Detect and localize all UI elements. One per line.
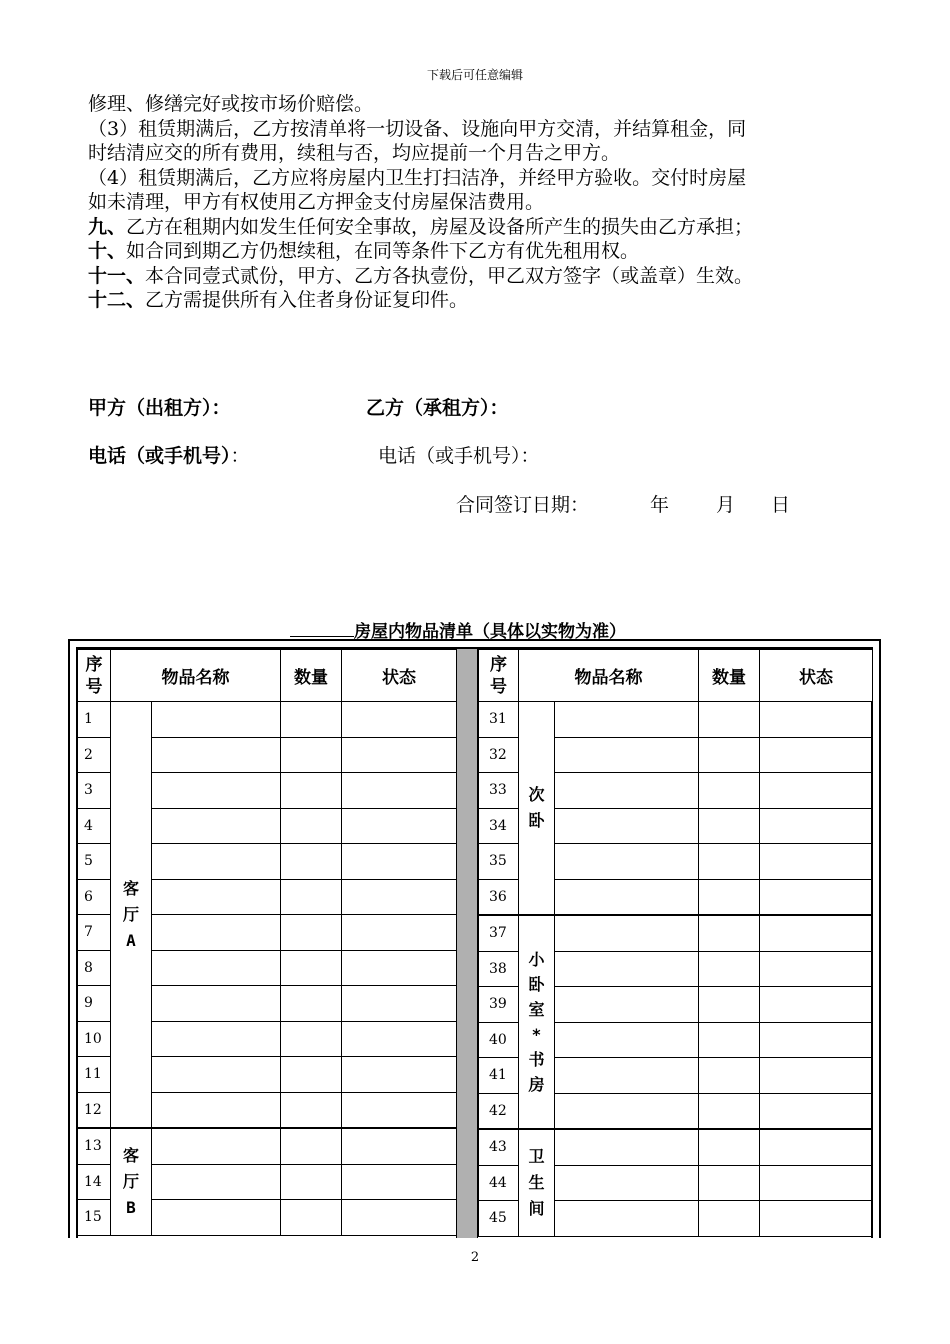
item-name-cell[interactable] — [152, 1164, 281, 1200]
status-cell[interactable] — [342, 737, 457, 773]
room-living-a: 客 厅 A — [111, 702, 152, 1129]
row-number: 3 — [78, 773, 111, 809]
item-name-cell[interactable] — [555, 1022, 699, 1058]
room-living-b: 客 厅 B — [111, 1128, 152, 1235]
table-row — [479, 702, 873, 738]
status-cell[interactable] — [342, 1164, 457, 1200]
row-number: 35 — [479, 844, 519, 880]
inventory-table-right — [478, 649, 873, 1237]
row-number: 43 — [479, 1129, 519, 1165]
clause-9 — [88, 215, 878, 240]
paragraph-line: 修理、修缮完好或按市场价赔偿。 — [88, 93, 374, 115]
status-cell[interactable] — [760, 1201, 873, 1237]
row-number: 2 — [78, 737, 111, 773]
item-name-cell[interactable] — [152, 1021, 281, 1057]
row-number: 7 — [78, 915, 111, 951]
row-number: 38 — [479, 951, 519, 987]
clause-11 — [88, 264, 878, 289]
item-name-cell[interactable] — [152, 844, 281, 880]
item-name-cell[interactable] — [555, 1058, 699, 1094]
quantity-cell[interactable] — [281, 986, 342, 1022]
row-number: 32 — [479, 737, 519, 773]
row-number: 40 — [479, 1022, 519, 1058]
quantity-cell[interactable] — [281, 950, 342, 986]
status-cell[interactable] — [760, 987, 873, 1023]
quantity-cell[interactable] — [699, 702, 760, 738]
party-a-phone — [88, 441, 250, 468]
header-quantity: 数量 — [699, 650, 760, 702]
row-number: 33 — [479, 773, 519, 809]
row-number: 15 — [78, 1200, 111, 1236]
header-status: 状态 — [342, 650, 457, 702]
date-day: 日 — [771, 494, 791, 516]
quantity-cell[interactable] — [281, 844, 342, 880]
quantity-cell[interactable] — [699, 1058, 760, 1094]
status-cell[interactable] — [342, 1128, 457, 1164]
status-cell[interactable] — [760, 702, 873, 738]
page-header: 下载后可任意编辑 — [426, 68, 523, 82]
item-name-cell[interactable] — [555, 987, 699, 1023]
inventory-table-left — [77, 649, 457, 1236]
status-cell[interactable] — [342, 1200, 457, 1236]
quantity-cell[interactable] — [281, 1092, 342, 1128]
status-cell[interactable] — [342, 773, 457, 809]
row-number: 42 — [479, 1093, 519, 1129]
status-cell[interactable] — [760, 951, 873, 987]
quantity-cell[interactable] — [281, 737, 342, 773]
clause-number: 九、 — [88, 215, 127, 238]
quantity-cell[interactable] — [699, 951, 760, 987]
table-row — [78, 702, 457, 738]
item-name-cell[interactable] — [555, 1093, 699, 1129]
header-status: 状态 — [760, 650, 873, 702]
clause-text: 乙方需提供所有入住者身份证复印件。 — [145, 289, 469, 311]
quantity-cell[interactable] — [699, 987, 760, 1023]
date-year: 年 — [650, 494, 670, 516]
table-header-row — [479, 650, 873, 702]
row-number: 10 — [78, 1021, 111, 1057]
status-cell[interactable] — [342, 915, 457, 951]
item-name-cell[interactable] — [555, 773, 699, 809]
quantity-cell[interactable] — [699, 879, 760, 915]
clause-12 — [88, 288, 878, 313]
header-quantity: 数量 — [281, 650, 342, 702]
clause-number: 十二、 — [88, 289, 146, 311]
paragraph-line: （3）租赁期满后，乙方按清单将一切设备、设施向甲方交清，并结算租金，同 — [88, 117, 747, 140]
status-cell[interactable] — [342, 1092, 457, 1128]
party-b-label: 乙方（承租方）： — [366, 397, 509, 419]
row-number: 9 — [78, 986, 111, 1022]
date-month: 月 — [716, 494, 736, 516]
status-cell[interactable] — [760, 1165, 873, 1201]
paragraph-line: 如未清理，甲方有权使用乙方押金支付房屋保洁费用。 — [88, 191, 545, 213]
item-name-cell[interactable] — [555, 951, 699, 987]
status-cell[interactable] — [760, 1022, 873, 1058]
row-number: 44 — [479, 1165, 519, 1201]
item-name-cell[interactable] — [555, 1201, 699, 1237]
row-number: 13 — [78, 1128, 111, 1164]
quantity-cell[interactable] — [699, 808, 760, 844]
clause-number: 十一、 — [88, 264, 146, 287]
header-item-name: 物品名称 — [519, 650, 699, 702]
item-name-cell[interactable] — [555, 702, 699, 738]
quantity-cell[interactable] — [699, 1093, 760, 1129]
row-number: 36 — [479, 879, 519, 915]
row-number: 31 — [479, 702, 519, 738]
quantity-cell[interactable] — [281, 879, 342, 915]
row-number: 5 — [78, 844, 111, 880]
status-cell[interactable] — [342, 986, 457, 1022]
status-cell[interactable] — [760, 1093, 873, 1129]
row-number: 8 — [78, 950, 111, 986]
item-name-cell[interactable] — [555, 915, 699, 951]
table-divider — [456, 649, 478, 1238]
status-cell[interactable] — [342, 808, 457, 844]
table-header-row — [78, 650, 457, 702]
quantity-cell[interactable] — [699, 1022, 760, 1058]
item-name-cell[interactable] — [555, 1129, 699, 1165]
item-name-cell[interactable] — [555, 808, 699, 844]
table-row — [479, 1129, 873, 1165]
item-name-cell[interactable] — [152, 915, 281, 951]
item-name-cell[interactable] — [152, 737, 281, 773]
party-a-phone-label: 电话（或手机号） — [88, 445, 231, 467]
status-cell[interactable] — [342, 879, 457, 915]
table-row — [78, 1128, 457, 1164]
row-number: 14 — [78, 1164, 111, 1200]
quantity-cell[interactable] — [281, 915, 342, 951]
status-cell[interactable] — [760, 1129, 873, 1165]
quantity-cell[interactable] — [281, 808, 342, 844]
status-cell[interactable] — [760, 773, 873, 809]
item-name-cell[interactable] — [555, 844, 699, 880]
row-number: 34 — [479, 808, 519, 844]
header-seq: 序 号 — [78, 650, 111, 702]
signing-date-label: 合同签订日期： — [456, 494, 590, 516]
status-cell[interactable] — [760, 1058, 873, 1094]
row-number: 41 — [479, 1058, 519, 1094]
item-name-cell[interactable] — [152, 773, 281, 809]
room-second-bedroom: 次 卧 — [519, 702, 555, 916]
quantity-cell[interactable] — [699, 1165, 760, 1201]
quantity-cell[interactable] — [699, 1129, 760, 1165]
status-cell[interactable] — [342, 1057, 457, 1093]
row-number: 37 — [479, 915, 519, 951]
quantity-cell[interactable] — [281, 773, 342, 809]
row-number: 6 — [78, 879, 111, 915]
status-cell[interactable] — [760, 737, 873, 773]
status-cell[interactable] — [342, 702, 457, 738]
quantity-cell[interactable] — [281, 1021, 342, 1057]
quantity-cell[interactable] — [699, 737, 760, 773]
room-bathroom: 卫 生 间 — [519, 1129, 555, 1236]
row-number: 11 — [78, 1057, 111, 1093]
quantity-cell[interactable] — [699, 844, 760, 880]
quantity-cell[interactable] — [699, 915, 760, 951]
room-small-bedroom-study: 小 卧 室 * 书 房 — [519, 915, 555, 1129]
status-cell[interactable] — [760, 915, 873, 951]
quantity-cell[interactable] — [281, 1200, 342, 1236]
header-seq: 序 号 — [479, 650, 519, 702]
party-a-phone-colon: ： — [230, 445, 250, 467]
status-cell[interactable] — [760, 879, 873, 915]
status-cell[interactable] — [342, 950, 457, 986]
item-name-cell[interactable] — [152, 1128, 281, 1164]
inventory-title-text: 房屋内物品清单（具体以实物为准） — [354, 622, 626, 642]
party-a-label: 甲方（出租方）： — [88, 397, 231, 419]
quantity-cell[interactable] — [699, 773, 760, 809]
item-name-cell[interactable] — [555, 879, 699, 915]
table-row — [479, 915, 873, 951]
paragraph-line: （4）租赁期满后，乙方应将房屋内卫生打扫洁净，并经甲方验收。交付时房屋 — [88, 166, 747, 189]
clause-text: 乙方在租期内如发生任何安全事故，房屋及设备所产生的损失由乙方承担； — [126, 215, 754, 238]
status-cell[interactable] — [760, 844, 873, 880]
quantity-cell[interactable] — [281, 702, 342, 738]
title-blank-line — [290, 622, 354, 637]
row-number: 1 — [78, 702, 111, 738]
row-number: 12 — [78, 1092, 111, 1128]
clause-text: 如合同到期乙方仍想续租，在同等条件下乙方有优先租用权。 — [126, 240, 640, 262]
row-number: 4 — [78, 808, 111, 844]
party-b-phone: 电话（或手机号）： — [378, 445, 540, 467]
item-name-cell[interactable] — [152, 808, 281, 844]
status-cell[interactable] — [342, 1021, 457, 1057]
quantity-cell[interactable] — [281, 1128, 342, 1164]
item-name-cell[interactable] — [152, 950, 281, 986]
item-name-cell[interactable] — [152, 1092, 281, 1128]
quantity-cell[interactable] — [281, 1057, 342, 1093]
clause-number: 十、 — [88, 240, 127, 262]
item-name-cell[interactable] — [152, 986, 281, 1022]
status-cell[interactable] — [342, 844, 457, 880]
status-cell[interactable] — [760, 808, 873, 844]
item-name-cell[interactable] — [152, 1200, 281, 1236]
clause-10 — [88, 239, 878, 264]
item-name-cell[interactable] — [152, 702, 281, 738]
item-name-cell[interactable] — [555, 737, 699, 773]
item-name-cell[interactable] — [152, 1057, 281, 1093]
contract-text — [88, 92, 878, 313]
header-item-name: 物品名称 — [111, 650, 281, 702]
page-number: 2 — [470, 1250, 480, 1265]
quantity-cell[interactable] — [281, 1164, 342, 1200]
clause-text: 本合同壹式贰份，甲方、乙方各执壹份，甲乙双方签字（或盖章）生效。 — [145, 264, 754, 287]
row-number: 45 — [479, 1201, 519, 1237]
row-number: 39 — [479, 987, 519, 1023]
item-name-cell[interactable] — [555, 1165, 699, 1201]
paragraph-line: 时结清应交的所有费用，续租与否，均应提前一个月告之甲方。 — [88, 142, 621, 164]
quantity-cell[interactable] — [699, 1201, 760, 1237]
item-name-cell[interactable] — [152, 879, 281, 915]
